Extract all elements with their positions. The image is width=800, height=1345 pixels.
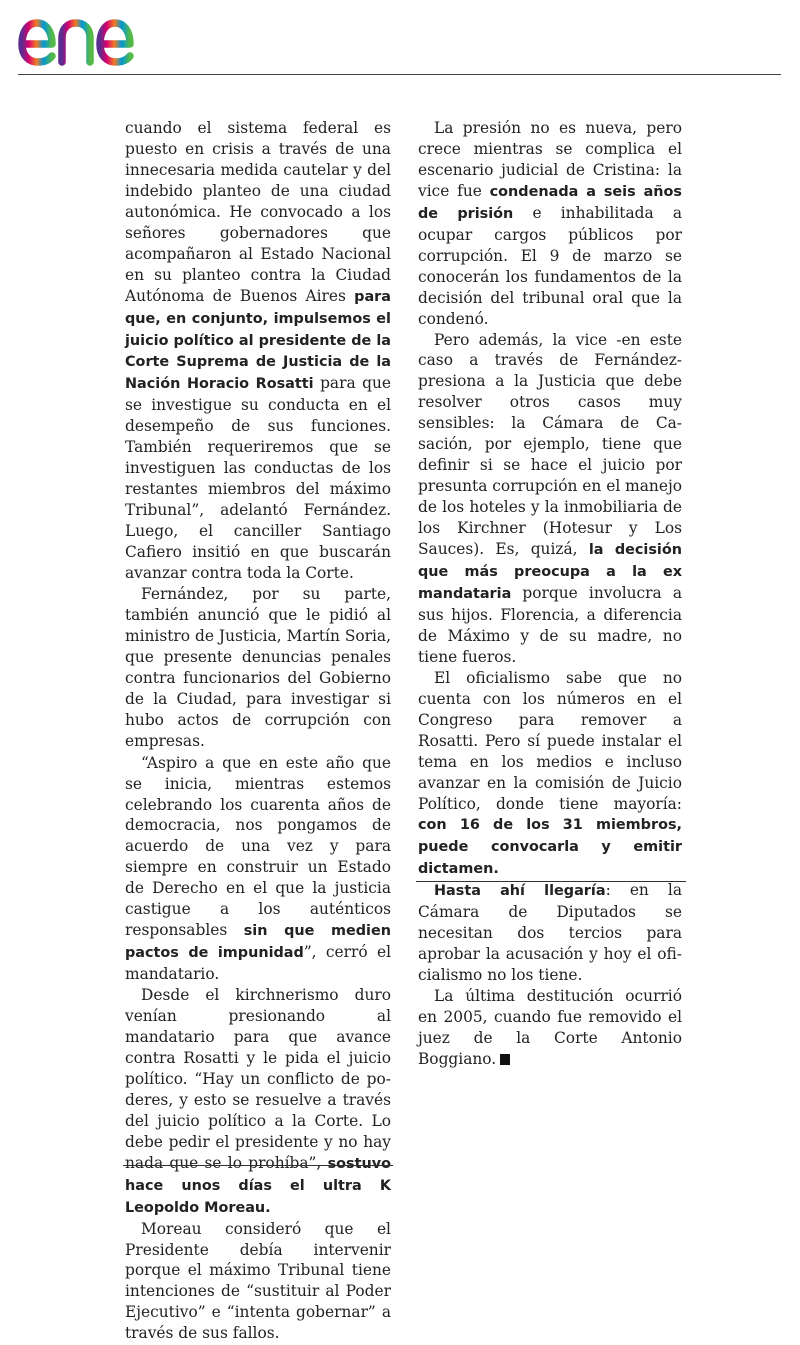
enel-logo (18, 2, 183, 72)
end-of-article-mark (500, 1054, 510, 1065)
article-column-right (418, 118, 682, 1071)
paragraph: Desde el kirchnerismo duro venían presionando al mandatario para que avance contra Rosatti y le pida el juicio político. “Hay un conflicto de poderes, y esto se resuelve a través del juicio político a la Corte. Lo debe pedir el presidente y no hay nada que se lo prohíba”, sostuvo hace unos días el ultra K Leopoldo Moreau. (125, 986, 391, 1216)
logo-text: enel (18, 2, 21, 3)
paragraph: El oficialismo sabe que no cuenta con los números en el Congreso para remover a Rosatti. Pero sí puede instalar el tema en los medios e incluso avanzar en la comisión de Juicio Político, donde tiene mayoría: con 16 de los 31 miembros, puede convocarla y emitir dictamen. (418, 668, 682, 878)
article-column-left (125, 118, 391, 1345)
paragraph: cuando el sistema federal es puesto en crisis a través de una innecesaria medida cautelar y del indebido planteo de una ciudad autonómica. He convocado a los señores gobernadores que acompañaron al Estado Nacional en su planteo contra la Ciudad Autónoma de Buenos Aires para que, en conjunto, impulsemos el juicio político al presidente de la Corte Suprema de Justicia de la Nación Horacio Rosatti para que se investigue su conducta en el desempeño de sus funciones. También requeriremos que se investiguen las conductas de los restantes miembros del máximo Tribunal”, adelantó Fernández. Luego, el canciller Santiago Cafiero insitió en que buscarán avanzar contra toda la Corte. (125, 119, 391, 583)
header-rule (18, 74, 781, 75)
paragraph: La última destitución ocurrió en 2005, cuando fue removido el juez de la Corte Antonio Boggiano. (418, 987, 682, 1068)
paragraph: La presión no es nueva, pero crece mientras se complica el escenario judicial de Cristina: la vice fue condenada a seis años de prisión e inhabilitada a ocupar cargos públicos por corrupción. El 9 de marzo se conocerán los fundamentos de la decisión del tribunal oral que la condenó. (418, 119, 682, 328)
paragraph: “Aspiro a que en este año que se inicia, mientras estemos celebrando los cuarenta años de democracia, nos pongamos de acuerdo de una vez y para siempre en construir un Estado de Derecho en el que la justicia castigue a los auténticos responsables sin que medien pactos de impunidad”, cerró el mandatario. (125, 753, 391, 984)
paragraph: Moreau consideró que el Presidente debía intervenir porque el máximo Tribunal tiene intenciones de “sustituir al Poder Ejecutivo” e “intenta gobernar” a través de sus fallos. (125, 1219, 391, 1343)
paragraph: Pero además, la vice -en este caso a través de Fernández- presiona a la Justicia que debe resolver otros casos muy sensibles: la Cámara de Casación, por ejemplo, tiene que definir si se hace el juicio por presunta corrupción en el manejo de los hoteles y la inmobiliaria de los Kirchner (Hotesur y Los Sauces). Es, quizá, la decisión que más preocupa a la ex mandataria porque involucra a sus hijos. Florencia, a diferencia de Máximo y de su madre, no tiene fueros. (418, 330, 682, 666)
paragraph: Hasta ahí llegaría: en la Cámara de Diputados se necesitan dos tercios para aprobar la acusación y hoy el oficialismo no los tiene. (418, 881, 683, 985)
column-end-rule-right (416, 881, 686, 882)
column-end-rule-left (123, 1165, 393, 1166)
paragraph: Fernández, por su parte, también anunció que le pidió al ministro de Justicia, Martín Soria, que presente denuncias penales contra funcionarios del Gobierno de la Ciudad, para investigar si hubo actos de corrupción con empresas. (125, 584, 391, 750)
